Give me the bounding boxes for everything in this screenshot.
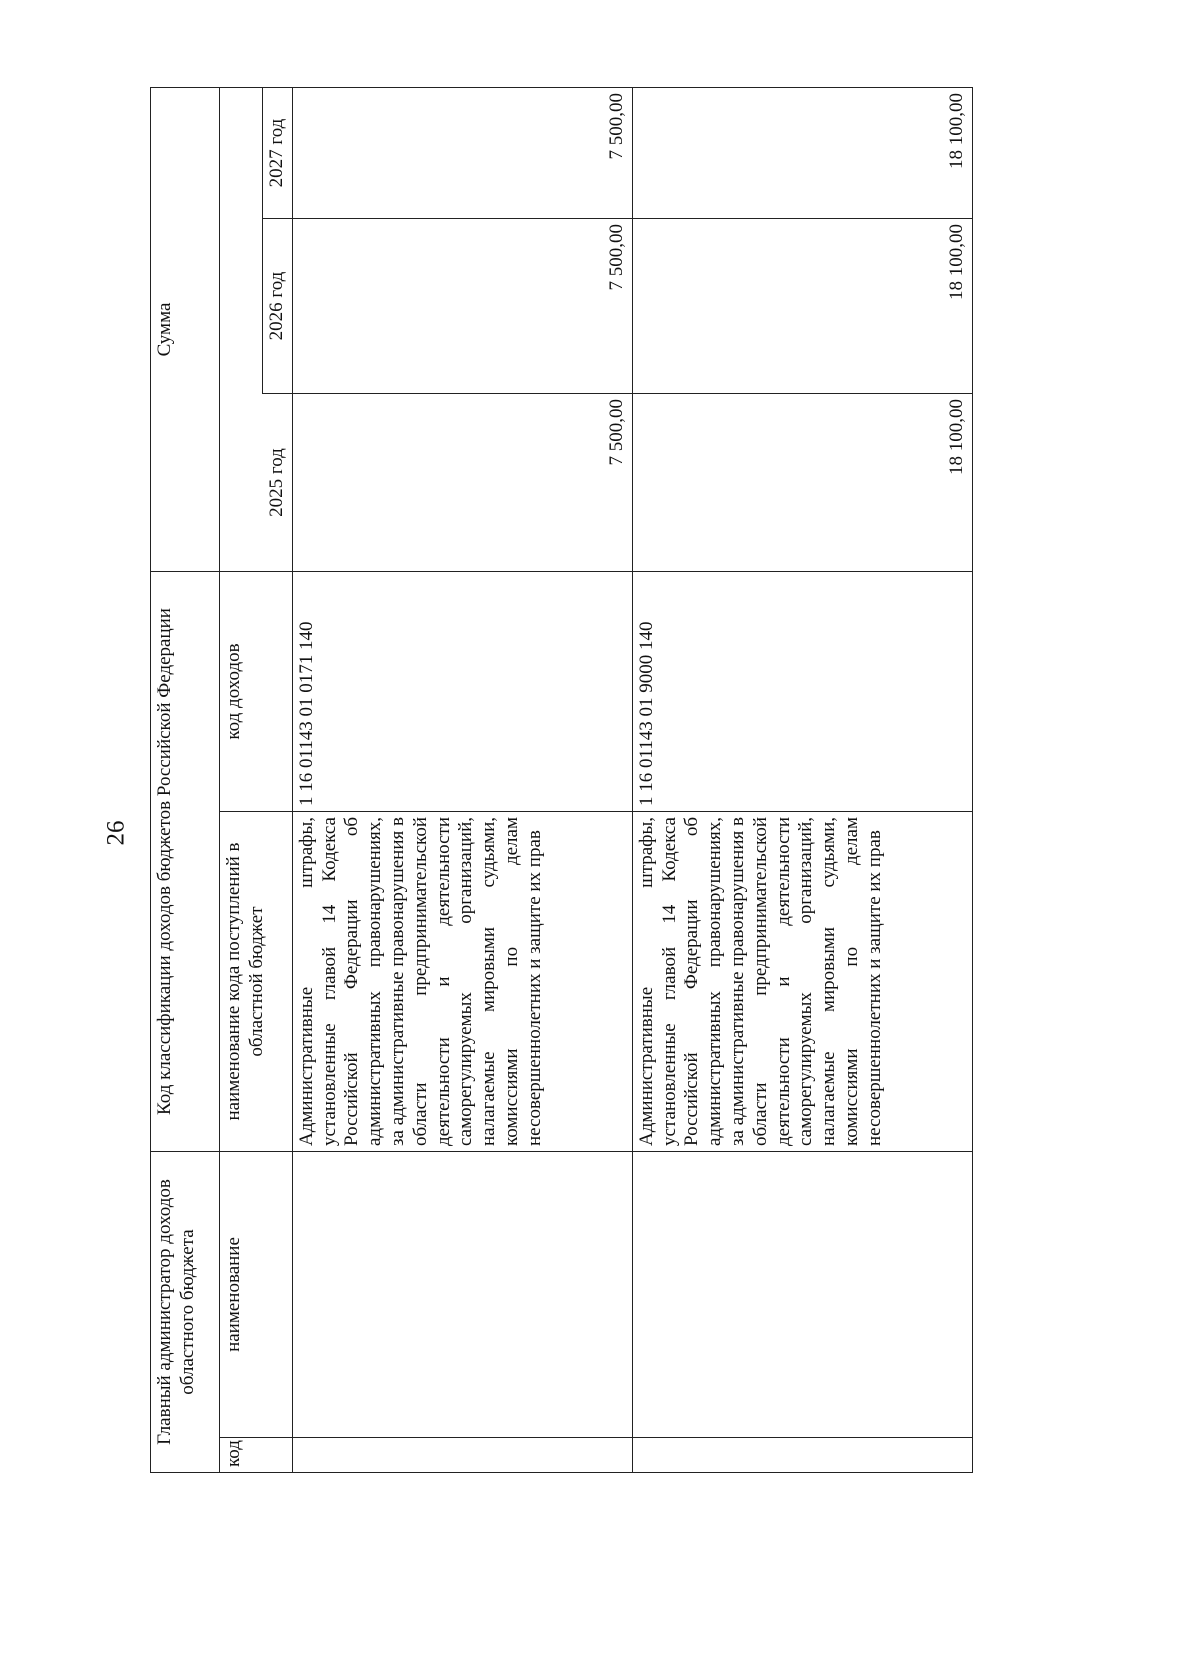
col-header-2026: 2026 год [263,219,293,394]
sum-2027-cell: 7 500,00 [292,87,632,218]
col-header-2025: 2025 год [263,394,293,572]
sum-header: Сумма [151,87,220,571]
col-header-code: код [220,1438,293,1473]
classification-header: Код классификации доходов бюджетов Российской Федерации [151,572,220,1152]
table-row [292,87,632,1472]
income-code-cell: 1 16 01143 01 0171 140 [292,572,632,812]
table-row [632,87,972,1472]
col-header-income-name: наименование кода поступлений в областной бюджет [220,812,293,1152]
sum-2026-cell: 7 500,00 [292,219,632,394]
income-code-cell: 1 16 01143 01 9000 140 [632,572,972,812]
sum-spacer [220,87,263,571]
col-header-name: наименование [220,1152,293,1438]
table-rotated-container [150,88,967,1473]
revenue-classification-table [150,87,973,1473]
admin-name-cell [292,1152,632,1438]
sum-2025-cell: 7 500,00 [292,394,632,572]
admin-name-cell [632,1152,972,1438]
page-number: 26 [102,820,130,846]
admin-code-cell [632,1438,972,1473]
col-header-income-code: код доходов [220,572,293,812]
sum-2027-cell: 18 100,00 [632,87,972,218]
col-header-2027: 2027 год [263,87,293,218]
admin-header: Главный администратор доходов областного бюджета [151,1152,220,1473]
description-cell: Административные штрафы, установленные главой 14 Кодекса Российской Федерации об административных правонарушениях, за административные правонарушения в области предпринимательской деятельности и деятельности саморегулируемых организаций, налагаемые мировыми судьями, комиссиями по делам несовершеннолетних и защите их прав [632,812,972,1152]
admin-code-cell [292,1438,632,1473]
description-cell: Административные штрафы, установленные главой 14 Кодекса Российской Федерации об административных правонарушениях, за административные правонарушения в области предпринимательской деятельности и деятельности саморегулируемых организаций, налагаемые мировыми судьями, комиссиями по делам несовершеннолетних и защите их прав [292,812,632,1152]
sum-2026-cell: 18 100,00 [632,219,972,394]
sum-2025-cell: 18 100,00 [632,394,972,572]
